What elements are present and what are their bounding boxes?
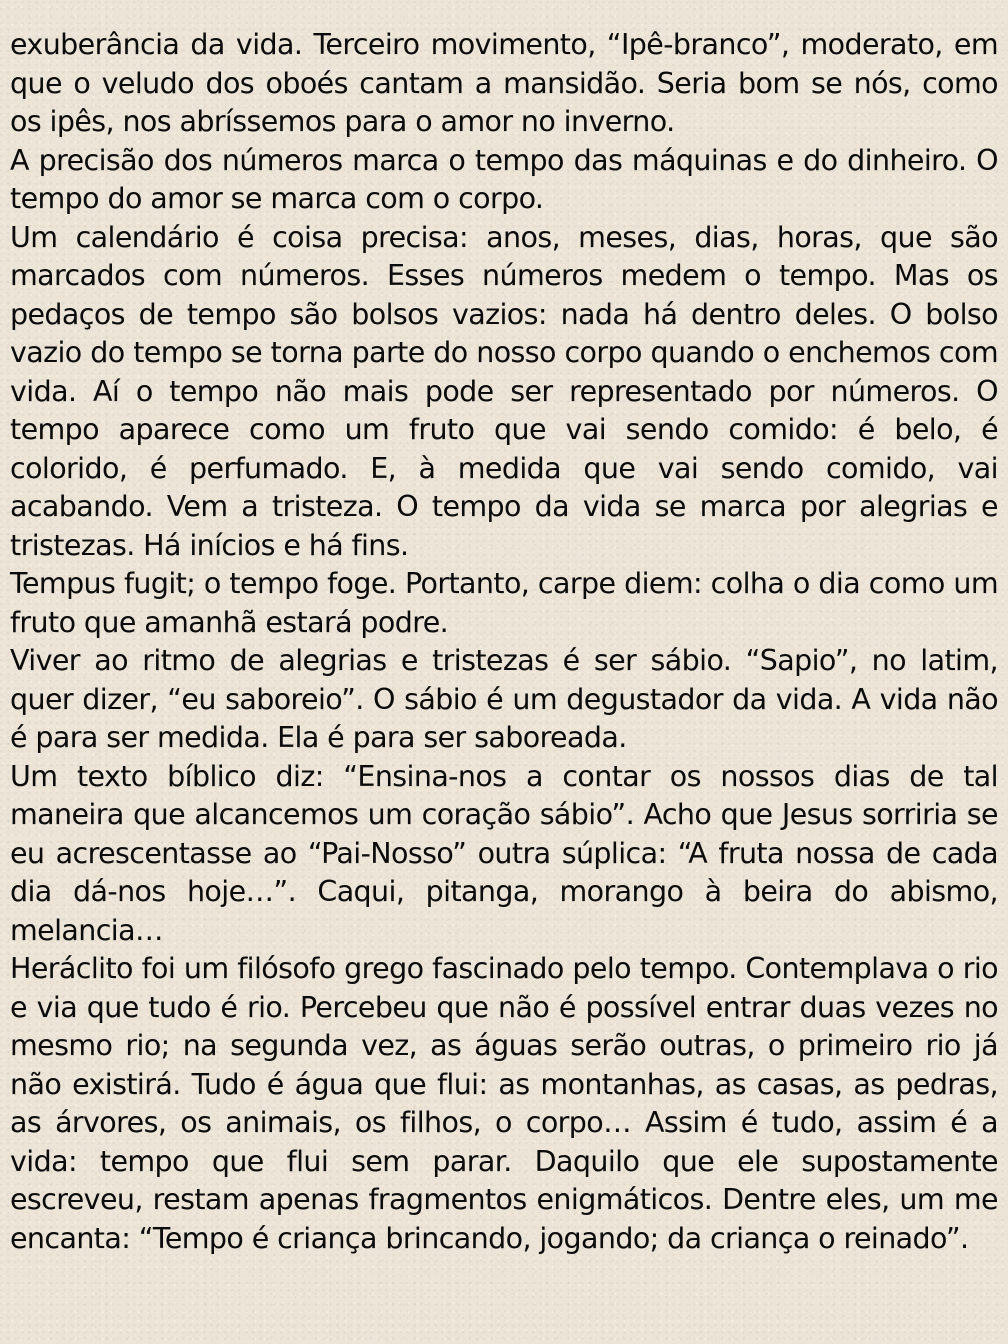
paragraph-1: exuberância da vida. Terceiro movimento, “Ipê-branco”, moderato, em que o veludo dos oboés cantam a mansidão. Seria bom se nós, como os ipês, nos abríssemos para o amor no inverno. — [10, 28, 998, 138]
paragraph-5: Viver ao ritmo de alegrias e tristezas é ser sábio. “Sapio”, no latim, quer dizer, “eu saboreio”. O sábio é um degustador da vida. A vida não é para ser medida. Ela é para ser saboreada. — [10, 644, 998, 754]
paragraph-2: A precisão dos números marca o tempo das máquinas e do dinheiro. O tempo do amor se marca com o corpo. — [10, 143, 998, 215]
paragraph-3: Um calendário é coisa precisa: anos, meses, dias, horas, que são marcados com números. Esses números medem o tempo. Mas os pedaços de tempo são bolsos vazios: nada há dentro deles. O bolso vazio do tempo se torna parte do nosso corpo quando o enchemos com vida. Aí o tempo não mais pode ser representado por números. O tempo aparece como um fruto que vai sendo comido: é belo, é colorido, é perfumado. E, à medida que vai sendo comido, vai acabando. Vem a tristeza. O tempo da vida se marca por alegrias e tristezas. Há inícios e há fins. — [10, 220, 998, 562]
paragraph-7: Heráclito foi um filósofo grego fascinado pelo tempo. Contemplava o rio e via que tudo é rio. Percebeu que não é possível entrar duas vezes no mesmo rio; na segunda vez, as águas serão outras, o primeiro rio já não existirá. Tudo é água que flui: as montanhas, as casas, as pedras, as árvores, os animais, os filhos, o corpo… Assim é tudo, assim é a vida: tempo que flui sem parar. Daquilo que ele supostamente escreveu, restam apenas fragmentos enigmáticos. Dentre eles, um me encanta: “Tempo é criança brincando, jogando; da criança o reinado”. — [10, 952, 998, 1255]
paragraph-4: Tempus fugit; o tempo foge. Portanto, carpe diem: colha o dia como um fruto que amanhã estará podre. — [10, 567, 998, 639]
document-body — [10, 26, 998, 1258]
paragraph-6: Um texto bíblico diz: “Ensina-nos a contar os nossos dias de tal maneira que alcancemos um coração sábio”. Acho que Jesus sorriria se eu acrescentasse ao “Pai-Nosso” outra súplica: “A fruta nossa de cada dia dá-nos hoje…”. Caqui, pitanga, morango à beira do abismo, melancia… — [10, 759, 998, 947]
